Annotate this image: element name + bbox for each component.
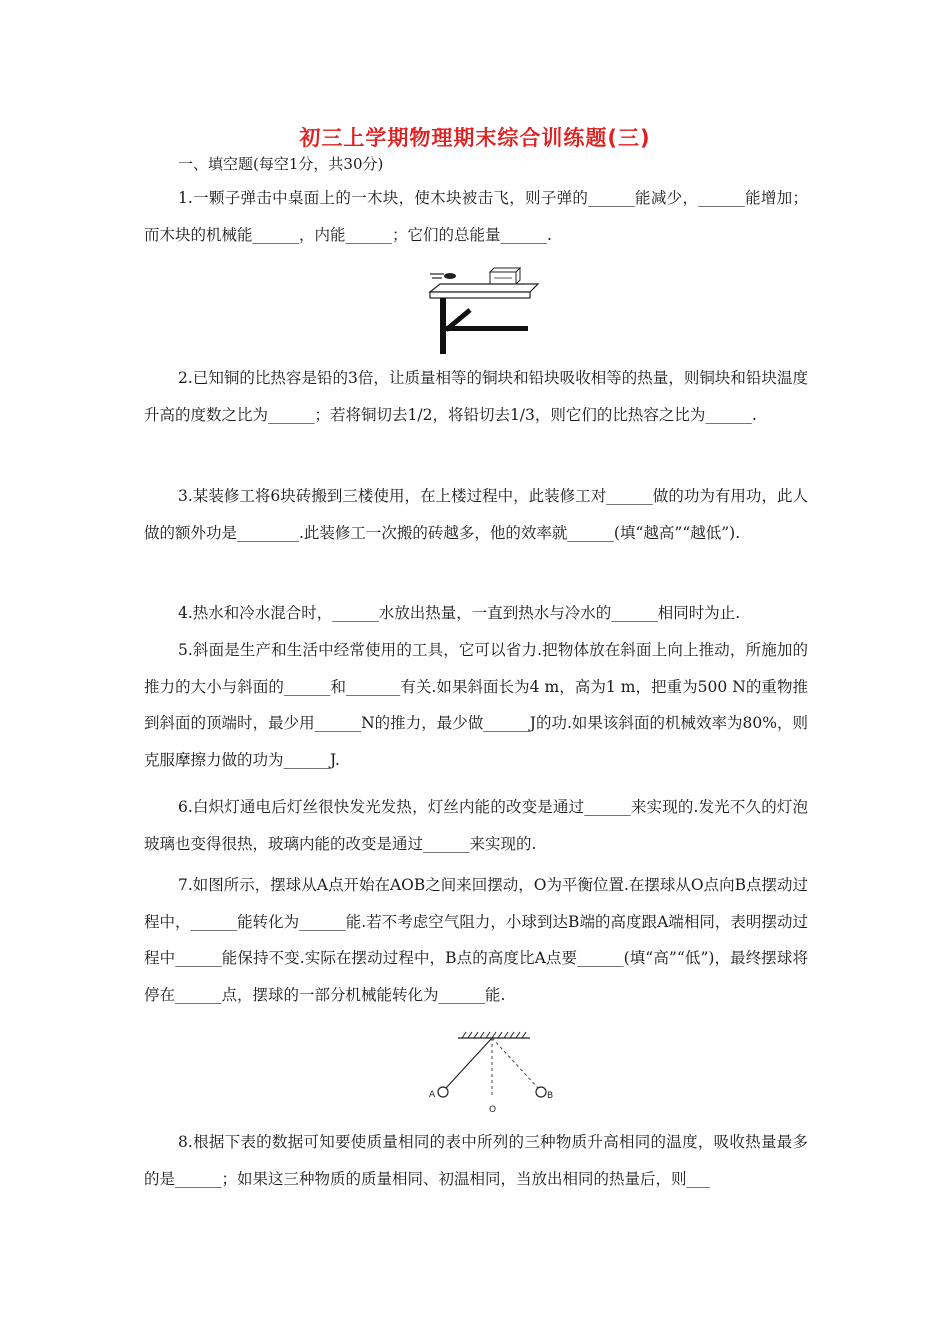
- question-7: 7.如图所示，摆球从A点开始在AOB之间来回摆动，O为平衡位置.在摆球从O点向B点摆动过程中，______能转化为______能.若不考虑空气阻力，小球到达B端的高度跟A端相同，表明摆动过程中______能保持不变.实际在摆动过程中，B点的高度比A点要______(填“高”“低”)，最终摆球将停在______点，摆球的一部分机械能转化为______能.: [144, 876, 809, 1004]
- section-heading: 一、填空题(每空1分，共30分): [178, 155, 384, 173]
- question-8: 8.根据下表的数据可知要使质量相同的表中所列的三种物质升高相同的温度，吸收热量最多的是______；如果这三种物质的质量相同、初温相同，当放出相同的热量后，则___: [144, 1133, 808, 1188]
- pendulum-label-b: B: [547, 1091, 554, 1101]
- pendulum-label-a: A: [429, 1090, 436, 1100]
- pendulum-label-o: O: [489, 1105, 497, 1115]
- question-2: 2.已知铜的比热容是铅的3倍，让质量相等的铜块和铅块吸收相等的热量，则铜块和铅块温度升高的度数之比为______；若将铜切去1/2，将铅切去1/3，则它们的比热容之比为______.: [144, 369, 808, 424]
- question-3: 3.某装修工将6块砖搬到三楼使用，在上楼过程中，此装修工对______做的功为有用功，此人做的额外功是________.此装修工一次搬的砖越多，他的效率就______(填“越高”“越低”).: [144, 487, 808, 542]
- question-5: 5.斜面是生产和生活中经常使用的工具，它可以省力.把物体放在斜面上向上推动，所施加的推力的大小与斜面的______和_______有关.如果斜面长为4 m，高为1 m，把重为500 N的重物推到斜面的顶端时，最少用______N的推力，最少做______J的功.如果该斜面的机械效率为80%，则克服摩擦力做的功为______J.: [144, 641, 808, 769]
- question-4: 4.热水和冷水混合时，______水放出热量，一直到热水与冷水的______相同时为止.: [178, 604, 741, 622]
- question-1: 1.一颗子弹击中桌面上的一木块，使木块被击飞，则子弹的______能减少，______能增加；而木块的机械能______，内能______；它们的总能量______.: [144, 189, 808, 244]
- question-6: 6.白炽灯通电后灯丝很快发光发热，灯丝内能的改变是通过______来实现的.发光不久的灯泡玻璃也变得很热，玻璃内能的改变是通过______来实现的.: [144, 798, 808, 853]
- pendulum-figure: [420, 1030, 560, 1116]
- page-title: 初三上学期物理期末综合训练题(三): [299, 126, 651, 150]
- table-bullet-figure: [420, 262, 540, 358]
